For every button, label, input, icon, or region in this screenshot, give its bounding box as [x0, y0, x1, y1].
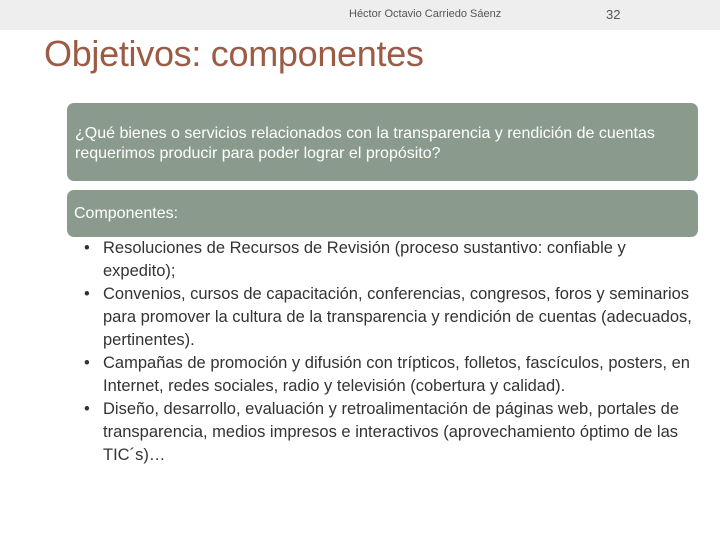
- list-item-text: Campañas de promoción y difusión con trípticos, folletos, fascículos, posters, en Internet, redes sociales, radio y televisión (cobertura y calidad).: [103, 354, 690, 395]
- list-item: [84, 283, 694, 352]
- components-box: [67, 190, 698, 237]
- page-number: 32: [606, 7, 621, 22]
- question-text: ¿Qué bienes o servicios relacionados con la transparencia y rendición de cuentas requerimos producir para poder lograr el propósito?: [75, 125, 655, 162]
- list-item-text: Resoluciones de Recursos de Revisión (proceso sustantivo: confiable y expedito);: [103, 239, 626, 280]
- list-item-text: Diseño, desarrollo, evaluación y retroalimentación de páginas web, portales de transparencia, medios impresos e interactivos (aprovechamiento óptimo de las TIC´s)…: [103, 400, 680, 464]
- list-item-text: Convenios, cursos de capacitación, conferencias, congresos, foros y seminarios para promover la cultura de la transparencia y rendición de cuentas (adecuados, pertinentes).: [103, 285, 692, 349]
- bullet-icon: •: [84, 285, 90, 303]
- bullet-icon: •: [84, 400, 90, 418]
- question-box: [67, 103, 698, 181]
- bullet-icon: •: [84, 354, 90, 372]
- header-bar: [0, 0, 720, 30]
- components-label: Componentes:: [74, 205, 179, 222]
- author-name: Héctor Octavio Carriedo Sáenz: [349, 8, 502, 20]
- list-item: [84, 398, 694, 467]
- slide-title: Objetivos: componentes: [44, 33, 424, 74]
- list-item: [84, 237, 694, 283]
- bullet-icon: •: [84, 239, 90, 257]
- components-list: [84, 237, 694, 467]
- list-item: [84, 352, 694, 398]
